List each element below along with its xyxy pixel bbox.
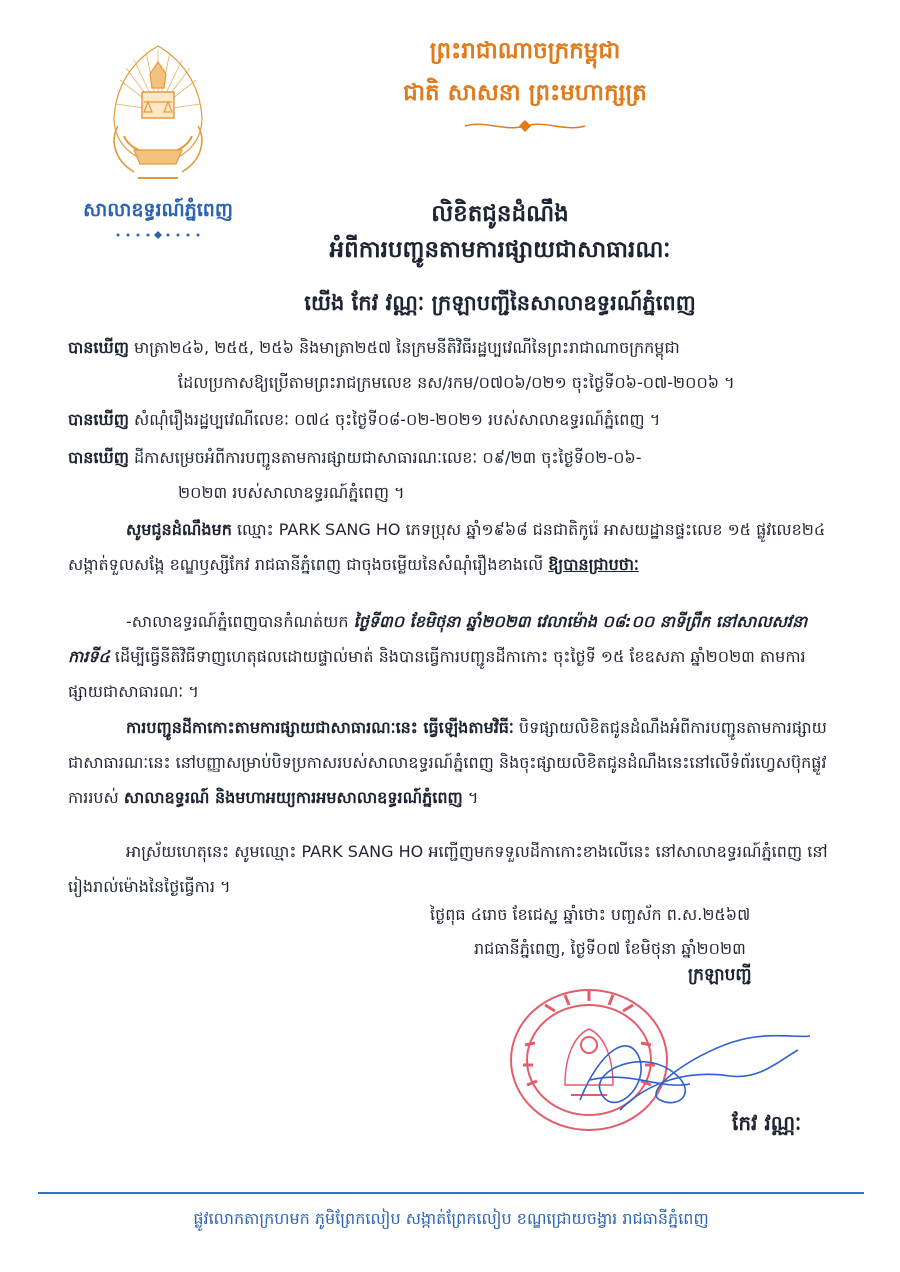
title-line-2: អំពីការបញ្ជូនតាមការផ្សាយជាសាធារណៈ — [329, 237, 671, 263]
paragraph-seen-1 — [68, 330, 838, 400]
footer-address: ផ្លូវលោកតាក្រហមក ភូមិព្រែកលៀប សង្កាត់ព្រែកលៀប ខណ្ឌជ្រោយចង្វារ រាជធានីភ្នំពេញ — [193, 1209, 709, 1228]
method-lead: ការបញ្ជូនដីកាកោះតាមការផ្សាយជាសាធារណៈនេះ ធ្វើឡើងតាមវិធីៈ — [126, 718, 514, 737]
paragraph-text: ។ — [462, 788, 479, 807]
kingdom-header — [360, 30, 690, 114]
divider-ornament-icon — [110, 226, 206, 238]
paragraph-notice — [68, 512, 838, 582]
signatory-title: ក្រឡាបញ្ជី — [688, 965, 752, 985]
footer-divider — [38, 1192, 864, 1194]
court-name: សាលាឧទ្ធរណ៍ភ្នំពេញ — [83, 199, 233, 221]
place-date: រាជធានីភ្នំពេញ, ថ្ងៃទី០៧ ខែមិថុនា ឆ្នាំ២០២៣ — [474, 939, 746, 958]
court-emblem-icon — [94, 40, 222, 195]
paragraph-text: ដីកាសម្រេចអំពីការបញ្ជូនតាមការផ្សាយជាសាធារណៈលេខៈ ០៩/២៣ ចុះថ្ងៃទី០២-០៦- — [128, 448, 642, 467]
national-motto: ជាតិ សាសនា ព្រះមហាក្សត្រ — [403, 80, 647, 106]
seen-label: បានឃើញ — [68, 448, 129, 467]
lunar-date: ថ្ងៃពុធ ៤រោច ខែជេស្ឋ ឆ្នាំថោះ បញ្ចស័ក ព.ស.២៥៦៧ — [430, 905, 751, 924]
paragraph-seen-3 — [68, 440, 838, 510]
method-tail: សាលាឧទ្ធរណ៍ និងមហាអយ្យការអមសាលាឧទ្ធរណ៍ភ្នំពេញ — [123, 788, 463, 807]
paragraph-text: -សាលាឧទ្ធរណ៍ភ្នំពេញបានកំណត់យក — [126, 612, 354, 631]
date-block — [430, 898, 860, 966]
paragraph-text: បិទផ្សាយលិខិតជូនដំណឹងអំពីការបញ្ជូនតាមការផ្សាយជាសាធារណៈនេះ នៅបញ្ញាសម្រាប់បិទប្រកាសរបស់សាលាឧទ្ធរណ៍ភ្នំពេញ និងចុះផ្សាយលិខិតជូនដំណឹងនេះនៅលើទំព័រហ្វេសប៊ុកផ្លូវការរបស់ — [68, 718, 827, 807]
notice-lead: សូមជូនដំណឹងមក — [126, 520, 232, 539]
paragraph-hearing — [68, 604, 838, 709]
paragraph-seen-2 — [68, 402, 838, 437]
signer-name: កែវ វណ្ណៈ — [732, 1111, 802, 1135]
seen-label: បានឃើញ — [68, 338, 129, 357]
paragraph-conclusion — [68, 834, 838, 904]
paragraph-text: សំណុំរឿងរដ្ឋប្បវេណីលេខៈ ០៧៤ ចុះថ្ងៃទី០៨-០២-២០២១ របស់សាលាឧទ្ធរណ៍ភ្នំពេញ ។ — [128, 410, 661, 429]
paragraph-text: ដើម្បីធ្វើនីតិវិធីទាញហេតុផលដោយផ្ទាល់មាត់ និងបានធ្វើការបញ្ជូនដីកាកោះ ចុះថ្ងៃទី ១៥ ខែឧសភា ឆ្នាំ២០២៣ តាមការផ្សាយជាសាធារណៈ ។ — [68, 647, 806, 701]
title-line-1: លិខិតជូនដំណឹង — [431, 201, 569, 227]
paragraph-text: មាត្រា២៤៦, ២៥៥, ២៥៦ និងមាត្រា២៥៧ នៃក្រមនីតិវិធីរដ្ឋប្បវេណីនៃព្រះរាជាណាចក្រកម្ពុជា — [128, 338, 680, 357]
kingdom-title: ព្រះរាជាណាចក្រកម្ពុជា — [429, 38, 621, 64]
document-title — [200, 196, 800, 268]
notice-tail: ឱ្យបានជ្រាបថាៈ — [548, 555, 639, 574]
issuer-line: យើង កែវ វណ្ណៈ ក្រឡាបញ្ជីនៃសាលាឧទ្ធរណ៍ភ្នំពេញ — [304, 291, 696, 315]
hearing-datetime: ថ្ងៃទី៣០ ខែមិថុនា ឆ្នាំ២០២៣ វេលាម៉ោង ០៨:០០ នាទីព្រឹក នៅសាលសវនាការទី៤ — [68, 612, 808, 666]
paragraph-text: ដែលប្រកាសឱ្យប្រើតាមព្រះរាជក្រមលេខ នស/រកម/០៧០៦/០២១ ចុះថ្ងៃទី០៦-០៧-២០០៦ ។ — [178, 373, 735, 392]
paragraph-text: អាស្រ័យហេតុនេះ សូមឈ្មោះ PARK SANG HO អញ្ជើញមកទទួលដីកាកោះខាងលើនេះ នៅសាលាឧទ្ធរណ៍ភ្នំពេញ នៅរៀងរាល់ម៉ោងនៃថ្ងៃធ្វើការ ។ — [68, 842, 828, 896]
paragraph-text: ឈ្មោះ PARK SANG HO ភេទប្រុស ឆ្នាំ១៩៦៨ ជនជាតិកូរ៉េ អាសយដ្ឋានផ្ទះលេខ ១៥ ផ្លូវលេខ២៤ សង្កាត់ទួលសង្កែ ខណ្ឌឫស្សីកែវ រាជធានីភ្នំពេញ ជាចុងចម្លើយនៃសំណុំរឿងខាងលើ — [68, 520, 826, 574]
paragraph-method — [68, 710, 838, 815]
divider-ornament-icon — [455, 118, 595, 134]
paragraph-text: ២០២៣ របស់សាលាឧទ្ធរណ៍ភ្នំពេញ ។ — [178, 483, 405, 502]
seen-label: បានឃើញ — [68, 410, 129, 429]
